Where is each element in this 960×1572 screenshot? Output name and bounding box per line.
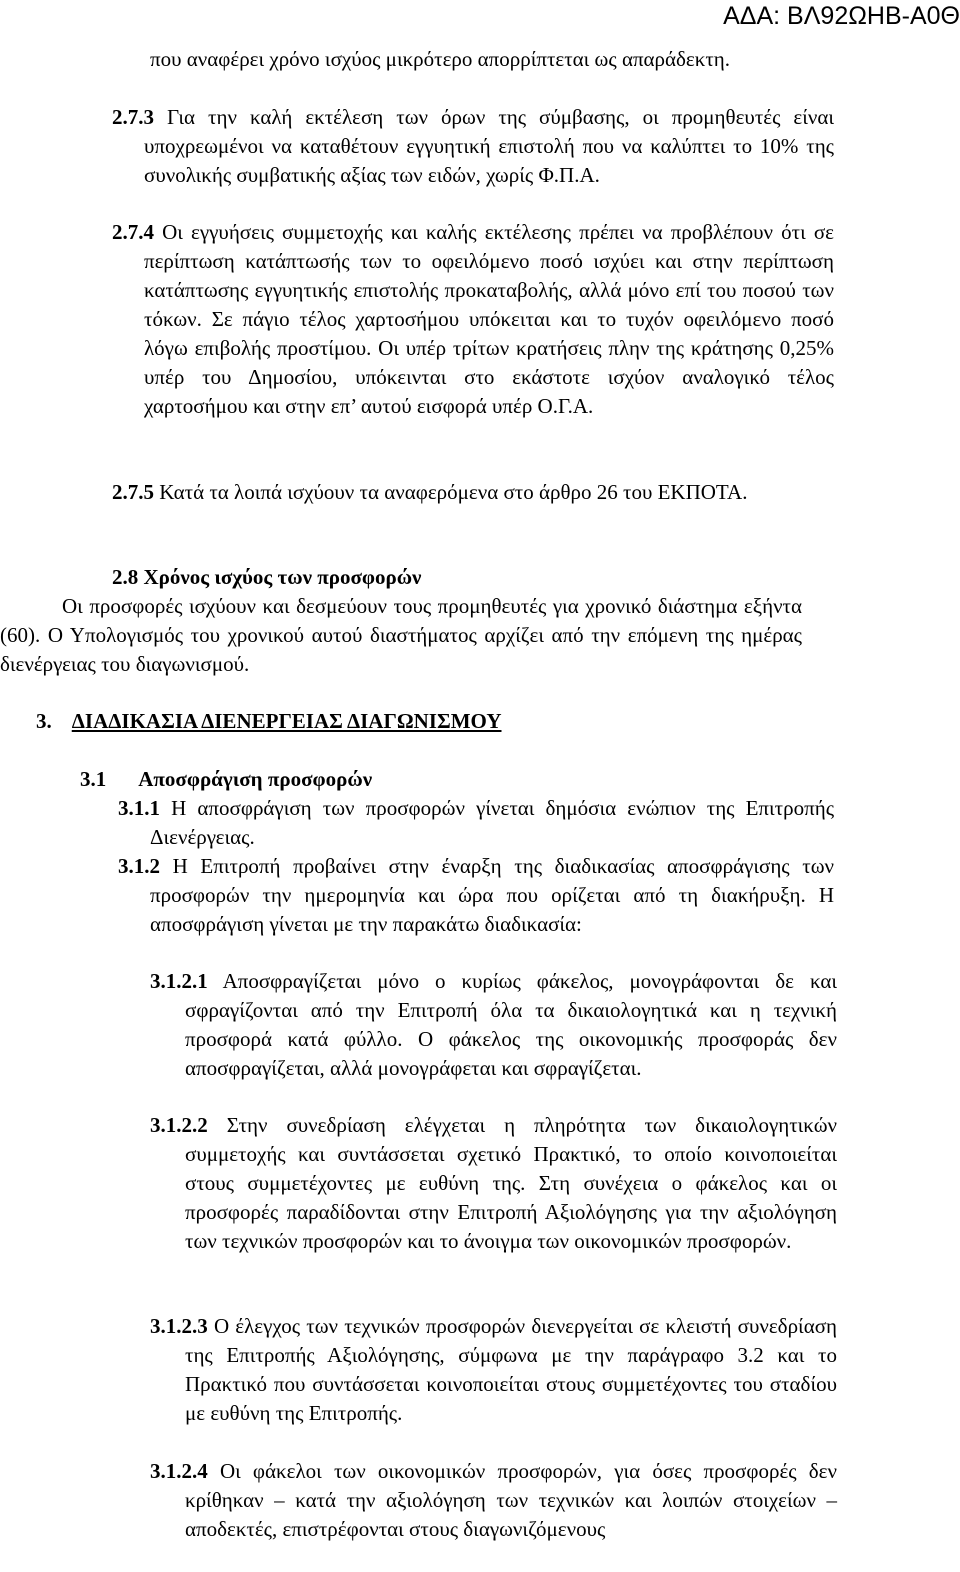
paragraph-text: Οι εγγυήσεις συμμετοχής και καλής εκτέλεσης πρέπει να προβλέπουν ότι σε περίπτωση κατάπτωσής των το οφειλόμενο ποσό ισχύει και στην περίπτωση κατάπτωσης εγγυητικής επιστολής προκαταβολής, αλλά μόνο επί του ποσού των τόκων. Σε πάγιο τέλος χαρτοσήμου υπόκειται και το τυχόν οφειλόμενο ποσό λόγω επιβολής προστίμου. Οι υπέρ τρίτων κρατήσεις πλην της κράτησης 0,25% υπέρ του Δημοσίου, υπόκεινται στο εκάστοτε ισχύον αναλογικό τέλος χαρτοσήμου και στην επ’ αυτού εισφορά υπέρ Ο.Γ.Α.: [144, 220, 835, 418]
section-number: 3.: [36, 709, 52, 733]
paragraph-text: Η αποσφράγιση των προσφορών γίνεται δημόσια ενώπιον της Επιτροπής Διενέργειας.: [150, 796, 835, 849]
paragraph-text: Η Επιτροπή προβαίνει στην έναρξη της διαδικασίας αποσφράγισης των προσφορών την ημερομηνία και ώρα που ορίζεται από τη διακήρυξη. Η αποσφράγιση γίνεται με την παρακάτω διαδικασία:: [150, 854, 835, 936]
paragraph-3-1-1: [118, 794, 834, 852]
paragraph-2-7-4: [112, 218, 834, 421]
heading-3: [36, 707, 502, 736]
paragraph-3-1-2-3: [150, 1312, 837, 1428]
section-number: 3.1: [80, 767, 107, 791]
paragraph-3-1-2-4: [150, 1457, 837, 1544]
ada-code: ΑΔΑ: ΒΛ92ΩΗΒ-Α0Θ: [723, 2, 960, 30]
section-number: 2.7.3: [112, 105, 154, 129]
paragraph-text: Αποσφραγίζεται μόνο ο κυρίως φάκελος, μονογράφονται δε και σφραγίζονται από την Επιτροπή όλα τα δικαιολογητικά και η τεχνική προσφορά κατά φύλλο. Ο φάκελος της οικονομικής προσφοράς δεν αποσφραγίζεται, αλλά μονογράφεται και σφραγίζεται.: [185, 969, 838, 1080]
heading-2-8: [112, 563, 421, 592]
section-number: 2.7.5: [112, 480, 154, 504]
section-number: 3.1.2: [118, 854, 160, 878]
paragraph-text: Ο έλεγχος των τεχνικών προσφορών διενεργείται σε κλειστή συνεδρίαση της Επιτροπής Αξιολόγησης, σύμφωνα με την παράγραφο 3.2 και το Πρακτικό που συντάσσεται κοινοποιείται στους συμμετέχοντες του σταδίου με ευθύνη της Επιτροπής.: [185, 1314, 837, 1425]
paragraph-3-1-2-2: [150, 1111, 837, 1256]
paragraph-3-1-2-1: [150, 967, 837, 1083]
paragraph-text: Για την καλή εκτέλεση των όρων της σύμβασης, οι προμηθευτές είναι υποχρεωμένοι να καταθέτουν εγγυητική επιστολή που να καλύπτει το 10% της συνολικής συμβατικής αξίας των ειδών, χωρίς Φ.Π.Α.: [144, 105, 834, 187]
section-title: Αποσφράγιση προσφορών: [138, 767, 373, 791]
paragraph-2-8: Οι προσφορές ισχύουν και δεσμεύουν τους προμηθευτές για χρονικό διάστημα εξήντα (60). Ο Υπολογισμός του χρονικού αυτού διαστήματος αρχίζει από την επόμενη της ημέρας διενέργειας του διαγωνισμού.: [0, 594, 802, 676]
paragraph-2-7-3: [112, 103, 834, 190]
section-number: 2.8: [112, 565, 139, 589]
paragraph-text: Στην συνεδρίαση ελέγχεται η πληρότητα των δικαιολογητικών συμμετοχής και συντάσσεται σχετικό Πρακτικό, το οποίο κοινοποιείται στους συμμετέχοντες με ευθύνη της. Στη συνέχεια ο φάκελος και οι προσφορές παραδίδονται στην Επιτροπή Αξιολόγησης για την αξιολόγηση των τεχνικών προσφορών και το άνοιγμα των οικονομικών προσφορών.: [185, 1113, 838, 1253]
section-number: 3.1.2.1: [150, 969, 208, 993]
section-number: 3.1.2.2: [150, 1113, 208, 1137]
paragraph-continuation: που αναφέρει χρόνο ισχύος μικρότερο απορρίπτεται ως απαράδεκτη.: [150, 47, 731, 71]
section-title: Χρόνος ισχύος των προσφορών: [143, 565, 422, 589]
paragraph-2-7-5: [112, 478, 834, 507]
section-number: 2.7.4: [112, 220, 154, 244]
section-title: ΔΙΑΔΙΚΑΣΙΑ ΔΙΕΝΕΡΓΕΙΑΣ ΔΙΑΓΩΝΙΣΜΟΥ: [71, 709, 502, 733]
paragraph-3-1-2: [118, 852, 834, 939]
heading-3-1: [80, 765, 372, 794]
paragraph-text: Κατά τα λοιπά ισχύουν τα αναφερόμενα στο άρθρο 26 του ΕΚΠΟΤΑ.: [159, 480, 748, 504]
section-number: 3.1.1: [118, 796, 160, 820]
section-number: 3.1.2.3: [150, 1314, 208, 1338]
section-number: 3.1.2.4: [150, 1459, 208, 1483]
paragraph-text: Οι φάκελοι των οικονομικών προσφορών, για όσες προσφορές δεν κρίθηκαν – κατά την αξιολόγηση των τεχνικών και λοιπών στοιχείων – αποδεκτές, επιστρέφονται στους διαγωνιζόμενους: [185, 1459, 837, 1541]
